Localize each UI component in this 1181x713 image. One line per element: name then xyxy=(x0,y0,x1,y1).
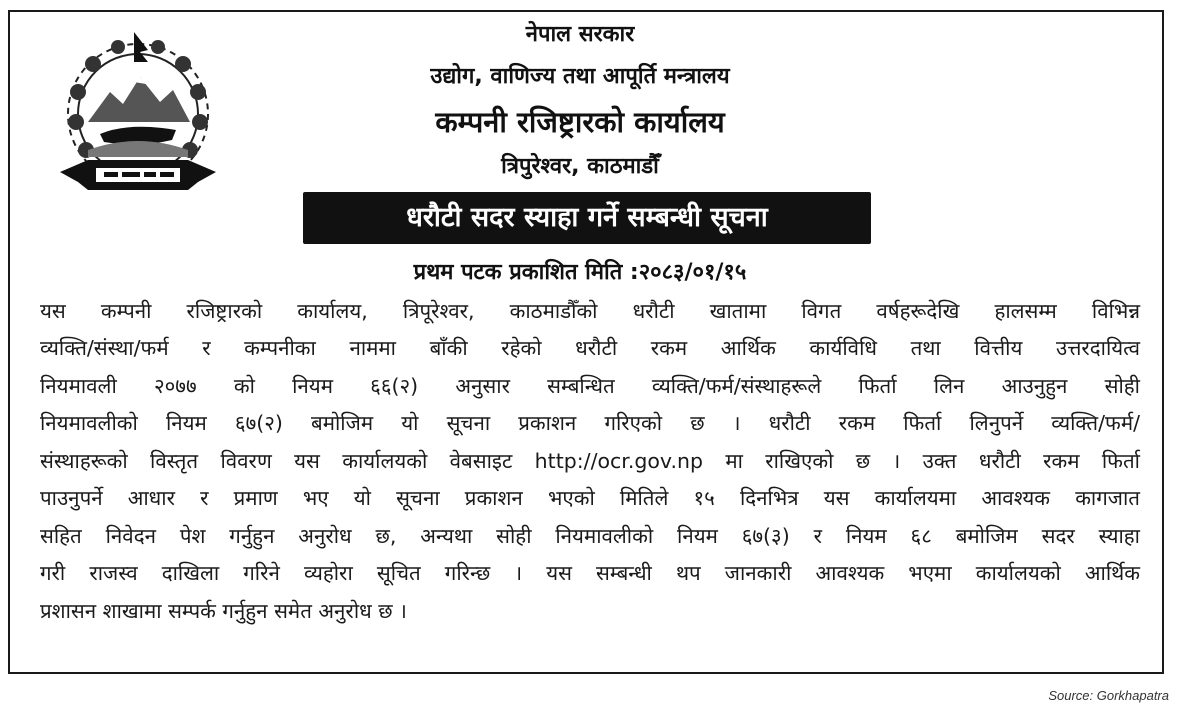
notice-body-line: गरी राजस्व दाखिला गरिने व्यहोरा सूचित गरिन्छ । यस सम्बन्धी थप जानकारी आवश्यक भएमा कार्यालयको आर्थिक xyxy=(40,561,1140,585)
office-location: त्रिपुरेश्वर, काठमाडौँ xyxy=(501,154,659,179)
notice-body-line: पाउनुपर्ने आधार र प्रमाण भए यो सूचना प्रकाशन भएको मितिले १५ दिनभित्र यस कार्यालयमा आवश्यक कागजात xyxy=(40,486,1140,510)
notice-body-line: संस्थाहरूको विस्तृत विवरण यस कार्यालयको वेबसाइट http://ocr.gov.np मा राखिएको छ । उक्त धरौटी रकम फिर्ता xyxy=(40,449,1140,473)
ministry-name: उद्योग, वाणिज्य तथा आपूर्ति मन्त्रालय xyxy=(430,64,730,89)
notice-body-line: व्यक्ति/संस्था/फर्म र कम्पनीका नाममा बाँकी रहेको धरौटी रकम आर्थिक कार्यविधि तथा वित्तीय उत्तरदायित्व xyxy=(40,336,1140,360)
nepal-emblem-icon xyxy=(48,22,228,202)
notice-body-line: प्रशासन शाखामा सम्पर्क गर्नुहुन समेत अनुरोध छ । xyxy=(40,599,407,623)
notice-body-line: यस कम्पनी रजिष्ट्रारको कार्यालय, त्रिपूरेश्वर, काठमाडौँको धरौटी खातामा विगत वर्षहरूदेखि हालसम्म विभिन्न xyxy=(40,299,1140,323)
notice-body-line: नियमावली २०७७ को नियम ६६(२) अनुसार सम्बन्धित व्यक्ति/फर्म/संस्थाहरूले फिर्ता लिन आउनुहुन सोही xyxy=(40,374,1140,398)
government-name: नेपाल सरकार xyxy=(525,22,635,47)
notice-body-line: सहित निवेदन पेश गर्नुहुन अनुरोध छ, अन्यथा सोही नियमावलीको नियम ६७(३) र नियम ६८ बमोजिम सदर स्याहा xyxy=(40,524,1140,548)
source-credit: Source: Gorkhapatra xyxy=(1048,688,1169,703)
published-date: प्रथम पटक प्रकाशित मिति :२०८३/०१/१५ xyxy=(413,260,747,285)
notice-body-line: नियमावलीको नियम ६७(२) बमोजिम यो सूचना प्रकाशन गरिएको छ । धरौटी रकम फिर्ता लिनुपर्ने व्यक्ति/फर्म/ xyxy=(40,411,1140,435)
office-name: कम्पनी रजिष्ट्रारको कार्यालय xyxy=(435,105,725,139)
notice-title: धरौटी सदर स्याहा गर्ने सम्बन्धी सूचना xyxy=(303,192,871,244)
